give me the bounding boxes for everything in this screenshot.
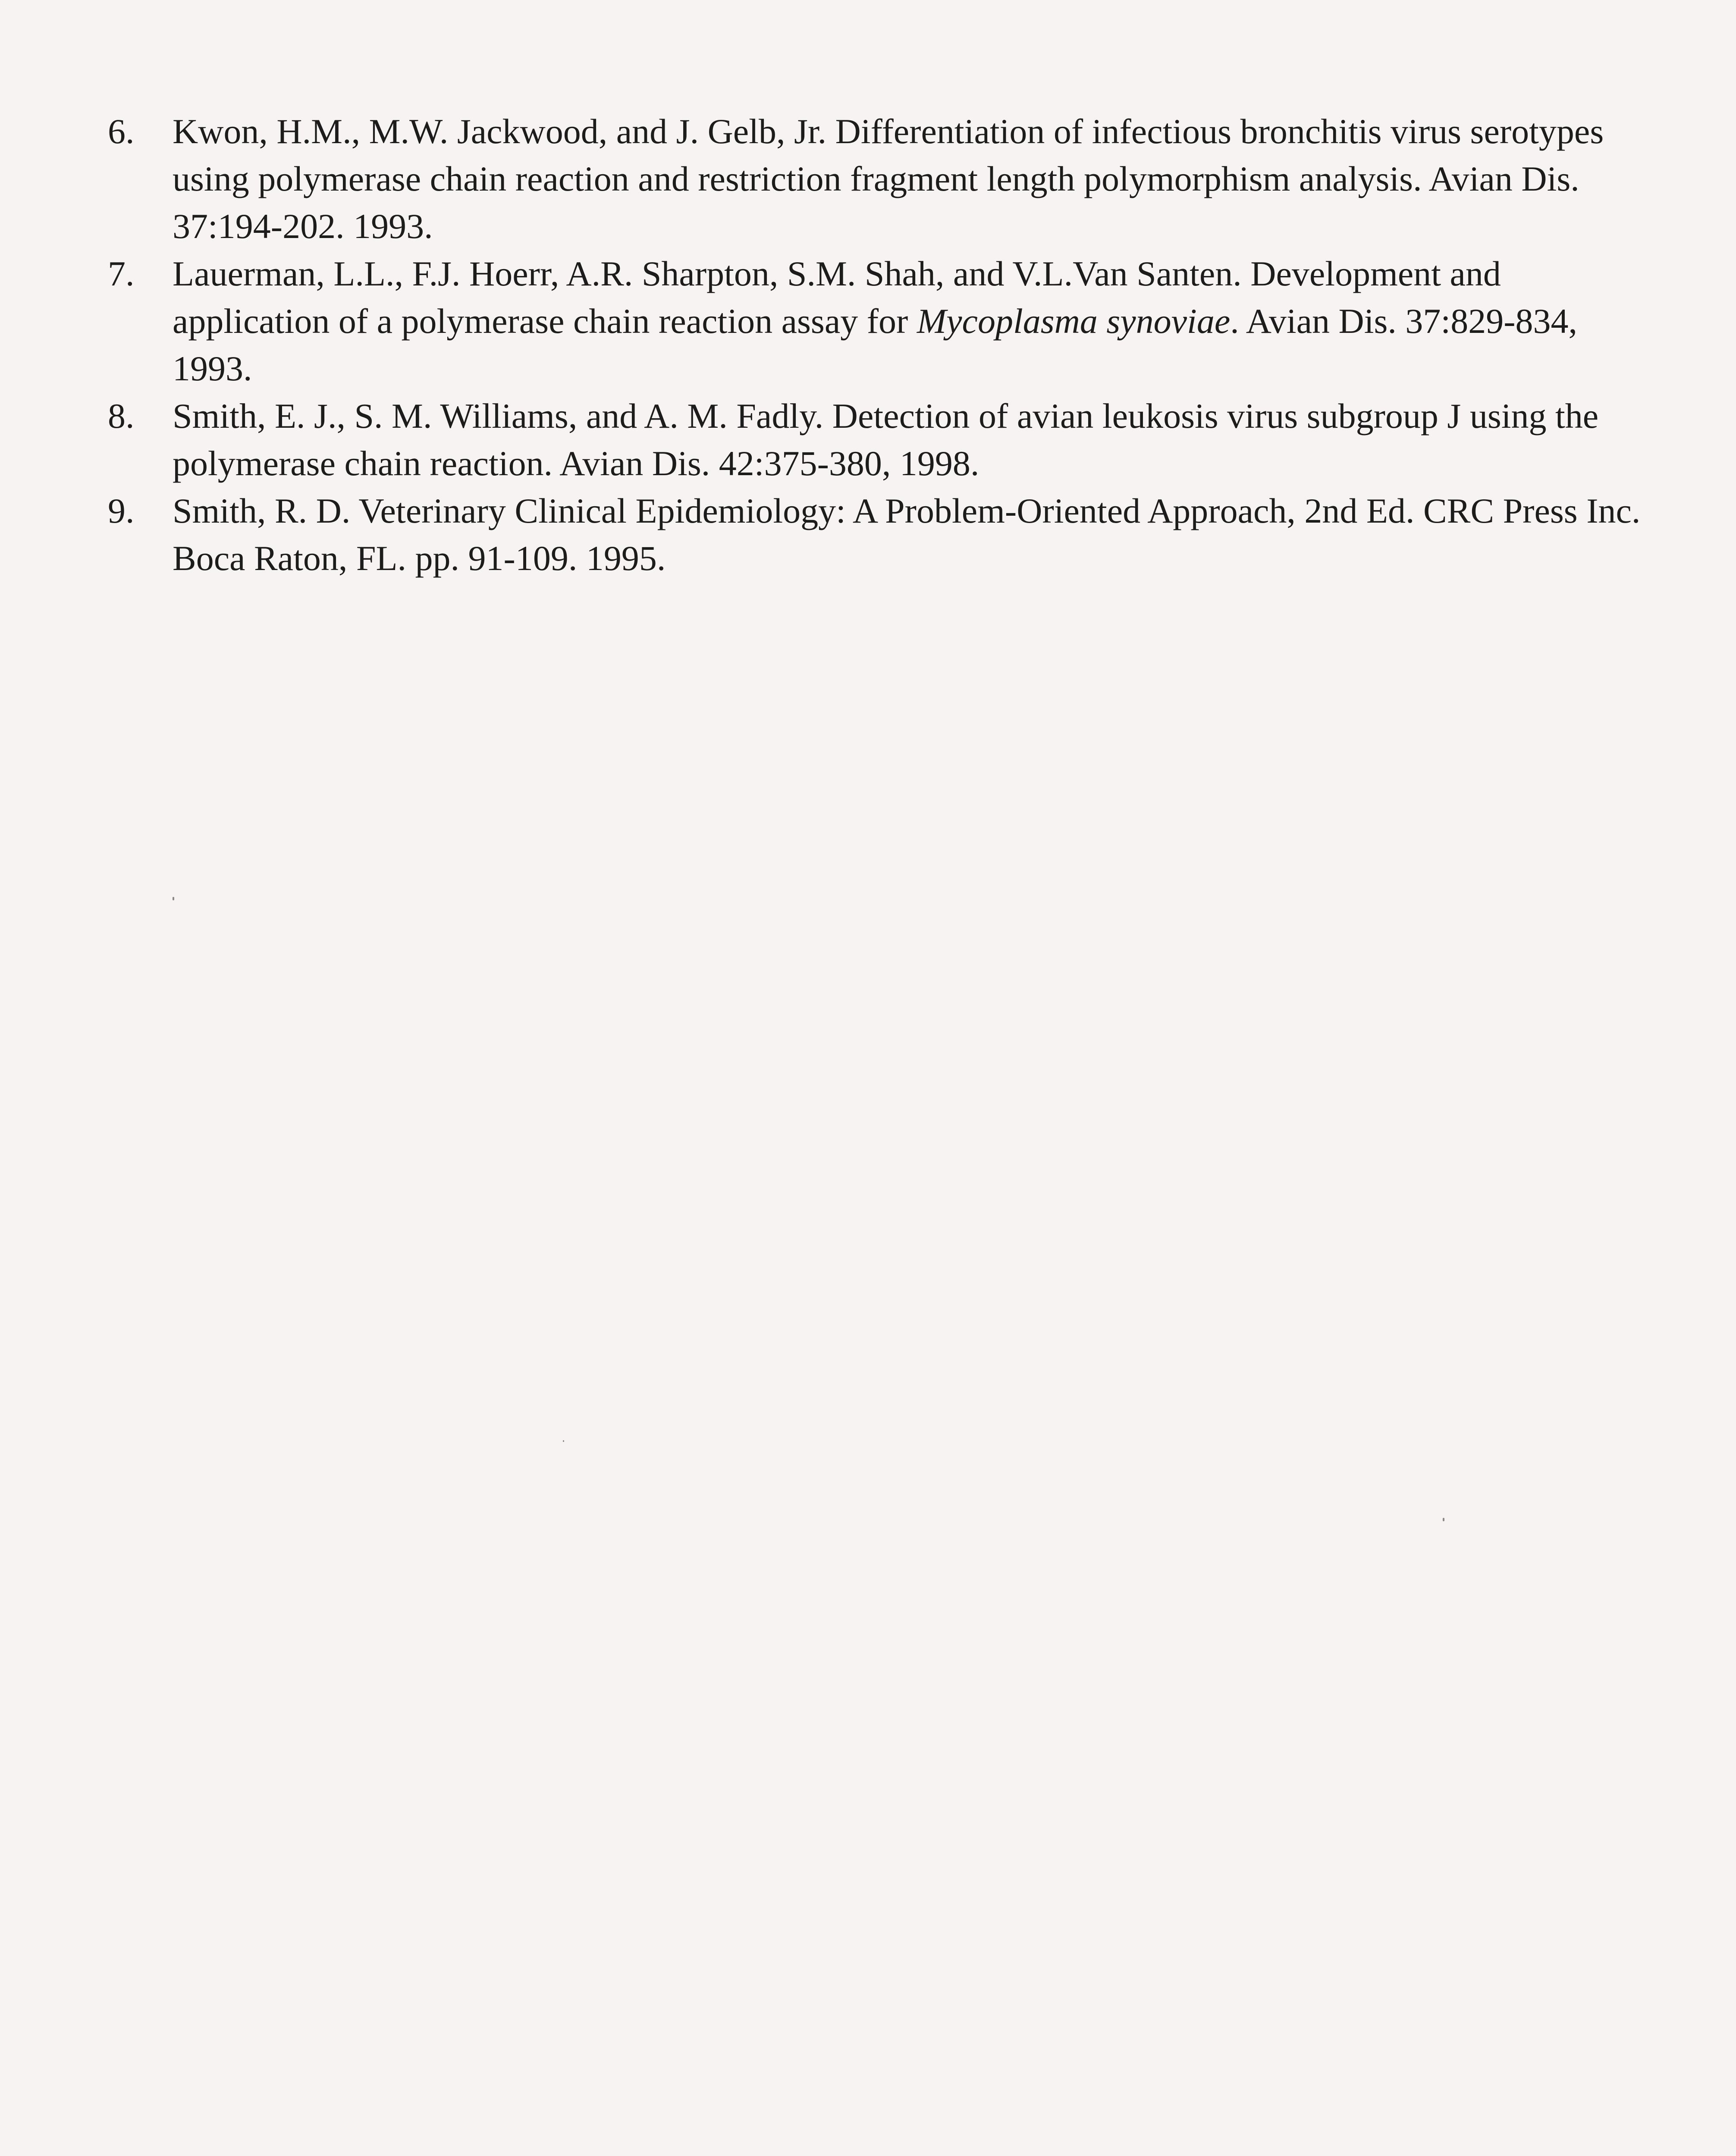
reference-item: [108, 487, 1652, 582]
reference-text: [173, 250, 1652, 392]
reference-text-segment: Lauerman, L.L., F.J. Hoerr, A.R. Sharpton, S.M. Shah, and V.L.Van Santen. Development and application of a polymerase chain reaction assay for: [173, 254, 1501, 341]
reference-number: 6.: [108, 112, 135, 151]
species-name: Mycoplasma synoviae: [917, 301, 1231, 341]
reference-item: [108, 392, 1652, 487]
reference-number: 9.: [108, 491, 135, 530]
reference-text: [173, 392, 1652, 487]
reference-text-segment: Smith, R. D. Veterinary Clinical Epidemiology: A Problem-Oriented Approach, 2nd Ed. CRC Press Inc. Boca Raton, FL. pp. 91-109. 1995.: [173, 491, 1641, 578]
reference-number: 8.: [108, 396, 135, 436]
reference-text: [173, 108, 1652, 250]
scan-speck: [563, 1440, 564, 1442]
reference-number: 7.: [108, 254, 135, 293]
reference-text-segment: Kwon, H.M., M.W. Jackwood, and J. Gelb, Jr. Differentiation of infectious bronchitis virus serotypes using polymerase chain reaction and restriction fragment length polymorphism analysis. Avian Dis. 37:194-202. 1993.: [173, 112, 1604, 246]
reference-list: [108, 108, 1652, 582]
reference-text: [173, 487, 1652, 582]
reference-item: [108, 108, 1652, 250]
reference-text-segment: . Avian Dis. 37:829-834, 1993.: [173, 301, 1578, 388]
reference-text-segment: Smith, E. J., S. M. Williams, and A. M. Fadly. Detection of avian leukosis virus subgroup J using the polymerase chain reaction. Avian Dis. 42:375-380, 1998.: [173, 396, 1599, 483]
reference-item: [108, 250, 1652, 392]
scan-speck: [1443, 1518, 1444, 1521]
scan-speck: [173, 897, 174, 900]
